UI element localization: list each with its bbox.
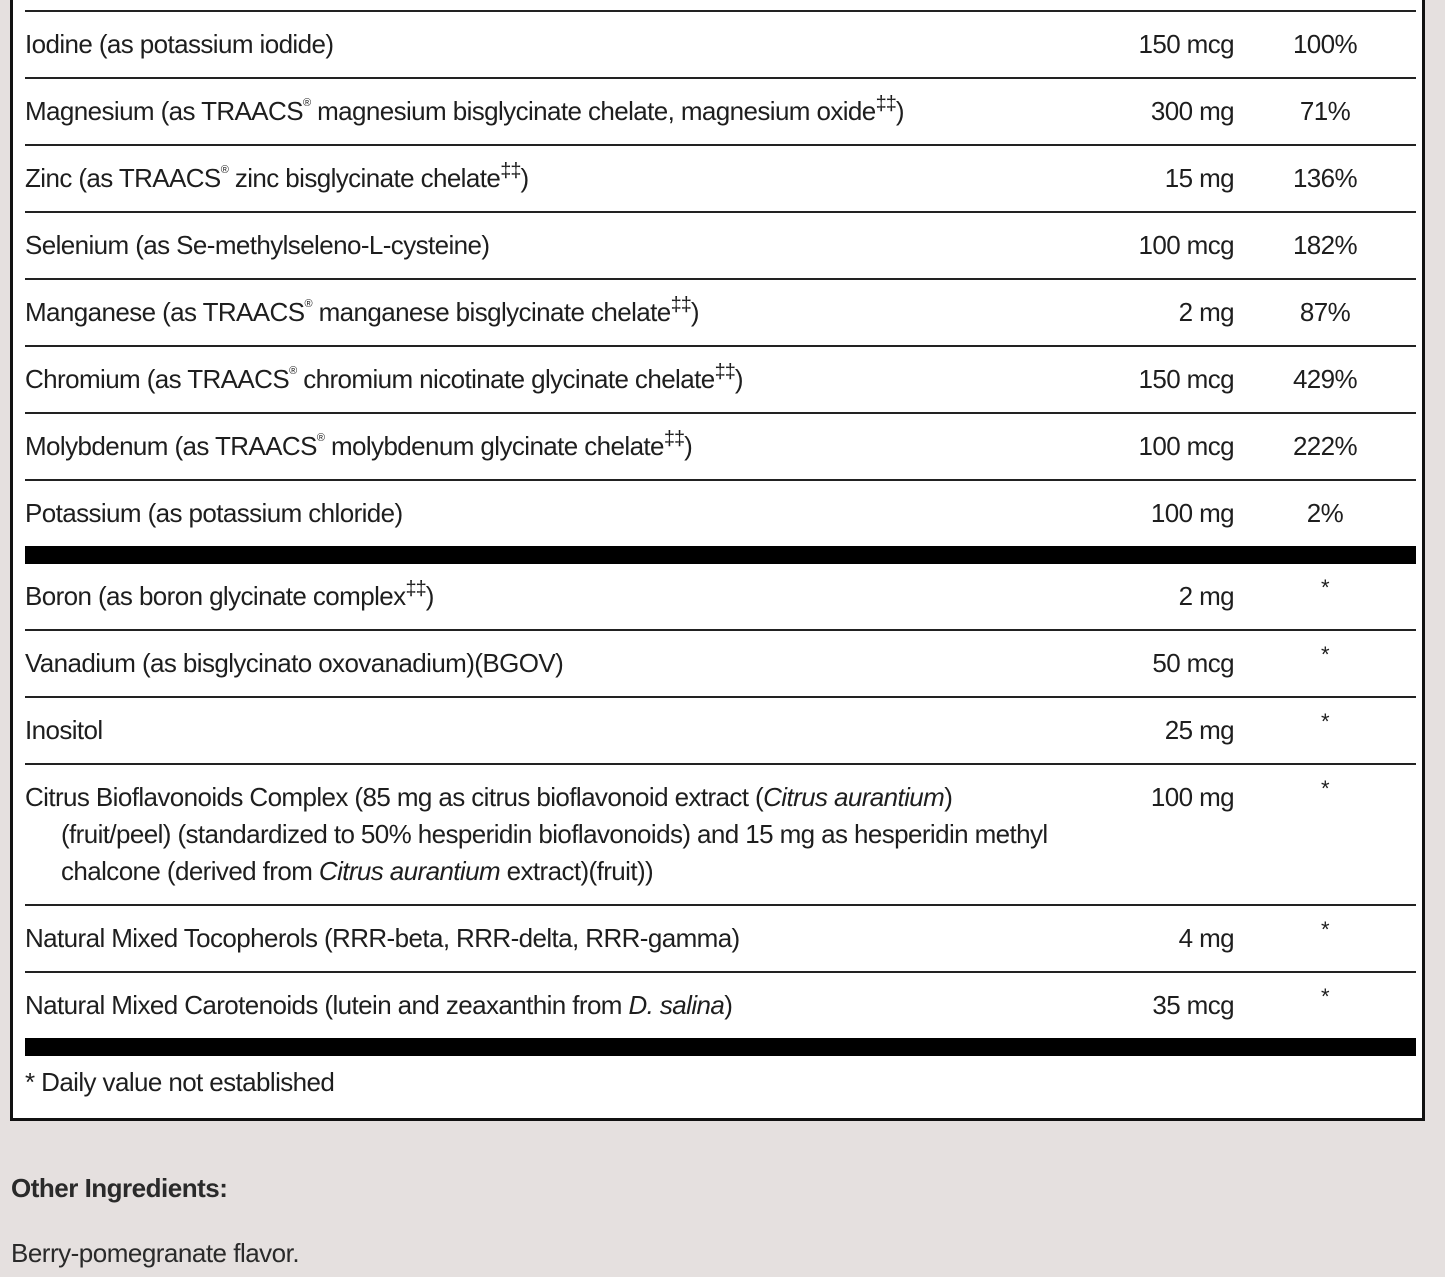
ingredient-name: Potassium (as potassium chloride): [25, 480, 1095, 546]
table-row: [25, 11, 1416, 78]
table-row: [25, 413, 1416, 480]
table-row: [25, 564, 1416, 630]
table-row: [25, 905, 1416, 972]
daily-value: 71%: [1234, 78, 1416, 145]
daily-value: 136%: [1234, 145, 1416, 212]
daily-value: *: [1234, 764, 1416, 905]
table-row: [25, 346, 1416, 413]
table-row: [25, 764, 1416, 905]
daily-value: *: [1234, 697, 1416, 764]
footnote-text: * Daily value not established: [25, 1067, 335, 1097]
ingredient-amount: 300 mg: [1095, 78, 1234, 145]
table-row: [25, 212, 1416, 279]
ingredient-amount: 100 mcg: [1095, 413, 1234, 480]
daily-value: 429%: [1234, 346, 1416, 413]
ingredient-amount: 25 mg: [1095, 697, 1234, 764]
table-row: [25, 630, 1416, 697]
ingredient-name: Natural Mixed Carotenoids (lutein and zeaxanthin from D. salina): [25, 972, 1095, 1038]
ingredient-amount: 150 mcg: [1095, 346, 1234, 413]
ingredient-name: Chromium (as TRAACS® chromium nicotinate glycinate chelate‡‡): [25, 346, 1095, 413]
ingredient-amount: 2 mg: [1095, 279, 1234, 346]
table-row: [25, 972, 1416, 1038]
ingredient-name: Natural Mixed Tocopherols (RRR-beta, RRR-delta, RRR-gamma): [25, 905, 1095, 972]
ingredient-amount: 50 mcg: [1095, 630, 1234, 697]
other-ingredients-text: Berry-pomegranate flavor.: [11, 1238, 300, 1268]
daily-value: 87%: [1234, 279, 1416, 346]
ingredient-name: Selenium (as Se-methylseleno-L-cysteine): [25, 212, 1095, 279]
ingredient-name: Iodine (as potassium iodide): [25, 11, 1095, 78]
ingredient-amount: 15 mg: [1095, 145, 1234, 212]
ingredient-amount: 35 mcg: [1095, 972, 1234, 1038]
ingredient-name: Boron (as boron glycinate complex‡‡): [25, 578, 434, 611]
table-row: [25, 697, 1416, 764]
daily-value: 100%: [1234, 11, 1416, 78]
ingredient-amount: 100 mcg: [1095, 212, 1234, 279]
ingredient-name: Inositol: [25, 697, 1095, 764]
ingredient-name: Vanadium (as bisglycinato oxovanadium)(BGOV): [25, 630, 1095, 697]
table-row: [25, 145, 1416, 212]
ingredient-name: Manganese (as TRAACS® manganese bisglycinate chelate‡‡): [25, 279, 1095, 346]
other-ingredients-label: Other Ingredients:: [11, 1173, 228, 1203]
ingredient-name: Citrus Bioflavonoids Complex (85 mg as citrus bioflavonoid extract (Citrus aurantium) (fruit/peel) (standardized to 50% hesperidin bioflavonoids) and 15 mg as hesperidin methyl chalcone (derived from Citrus aurantium extract)(fruit)): [25, 764, 1095, 905]
ingredient-amount: 100 mg: [1095, 480, 1234, 546]
daily-value: 222%: [1234, 413, 1416, 480]
table-row: [25, 78, 1416, 145]
ingredient-amount: 4 mg: [1095, 905, 1234, 972]
daily-value: 2%: [1234, 480, 1416, 546]
thick-divider: [25, 546, 1416, 564]
thick-divider: [25, 1038, 1416, 1056]
daily-value: *: [1234, 630, 1416, 697]
ingredient-amount: 2 mg: [1178, 581, 1234, 611]
supplement-facts-panel: [10, 0, 1425, 1121]
footnote-row: [25, 1056, 1416, 1101]
supplement-facts-table: [25, 10, 1416, 1101]
ingredient-amount: 150 mcg: [1095, 11, 1234, 78]
ingredient-amount: 100 mg: [1095, 764, 1234, 905]
table-row: [25, 279, 1416, 346]
ingredient-name: Magnesium (as TRAACS® magnesium bisglycinate chelate, magnesium oxide‡‡): [25, 78, 1095, 145]
daily-value: *: [1234, 972, 1416, 1038]
ingredient-name: Zinc (as TRAACS® zinc bisglycinate chelate‡‡): [25, 145, 1095, 212]
daily-value: *: [1234, 905, 1416, 972]
ingredient-name: Molybdenum (as TRAACS® molybdenum glycinate chelate‡‡): [25, 413, 1095, 480]
daily-value: *: [1321, 575, 1329, 600]
table-row: [25, 480, 1416, 546]
daily-value: 182%: [1234, 212, 1416, 279]
